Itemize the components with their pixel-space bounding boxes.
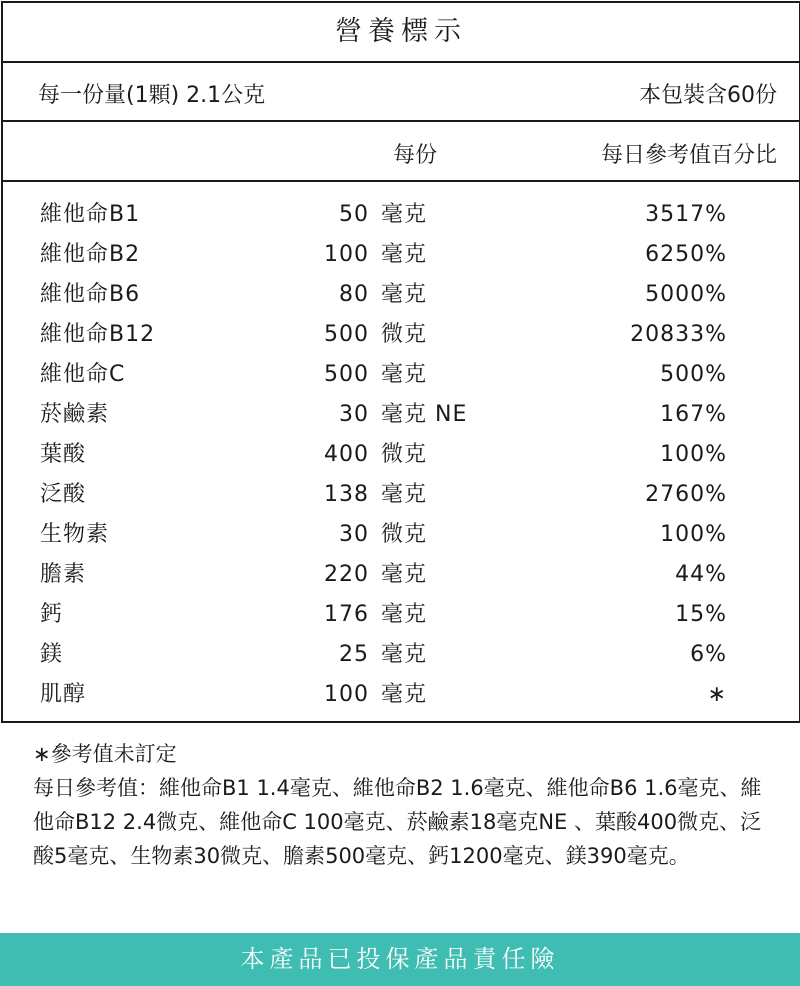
- table-row: [3, 675, 799, 715]
- nutrient-name: 生物素: [40, 522, 110, 547]
- nutrient-percent: 15%: [675, 602, 727, 627]
- nutrient-unit: 毫克: [381, 242, 428, 267]
- nutrient-unit: 毫克: [381, 602, 428, 627]
- nutrient-amount: 400: [324, 442, 369, 467]
- nutrient-name: 維他命B6: [40, 282, 141, 307]
- nutrient-name: 膽素: [40, 562, 87, 587]
- nutrient-percent: 3517%: [645, 202, 727, 227]
- nutrient-amount: 500: [324, 322, 369, 347]
- nutrient-percent: ∗: [707, 682, 727, 707]
- table-row: [3, 555, 799, 595]
- nutrient-percent: 100%: [660, 522, 727, 547]
- table-row: [3, 195, 799, 235]
- nutrient-name: 維他命C: [40, 362, 126, 387]
- nutrient-name: 維他命B2: [40, 242, 141, 267]
- nutrient-name: 鈣: [40, 602, 64, 627]
- nutrient-amount: 30: [339, 522, 369, 547]
- nutrient-percent: 100%: [660, 442, 727, 467]
- nutrient-percent: 44%: [675, 562, 727, 587]
- asterisk-note: ∗參考值未訂定: [33, 742, 177, 766]
- nutrient-amount: 176: [324, 602, 369, 627]
- table-row: [3, 355, 799, 395]
- nutrient-name: 菸鹼素: [40, 402, 110, 427]
- table-row: [3, 475, 799, 515]
- nutrient-table: [3, 195, 799, 715]
- nutrient-unit: 微克: [381, 322, 428, 347]
- nutrient-percent: 2760%: [645, 482, 727, 507]
- nutrient-name: 維他命B12: [40, 322, 156, 347]
- table-row: [3, 435, 799, 475]
- table-row: [3, 395, 799, 435]
- footnotes: [33, 737, 773, 873]
- nutrient-amount: 30: [339, 402, 369, 427]
- column-header-row: [3, 122, 799, 182]
- nutrient-unit: 微克: [381, 522, 428, 547]
- table-row: [3, 635, 799, 675]
- daily-value-header: 每日參考值百分比: [600, 143, 777, 168]
- nutrient-unit: 毫克: [381, 482, 428, 507]
- nutrient-unit: 毫克: [381, 642, 428, 667]
- nutrient-percent: 500%: [660, 362, 727, 387]
- table-row: [3, 315, 799, 355]
- serving-size: 每一份量(1顆) 2.1公克: [38, 83, 266, 108]
- servings-per-package: 本包裝含60份: [639, 83, 777, 108]
- nutrient-amount: 138: [324, 482, 369, 507]
- table-row: [3, 515, 799, 555]
- nutrient-name: 葉酸: [40, 442, 87, 467]
- nutrient-amount: 50: [339, 202, 369, 227]
- table-row: [3, 235, 799, 275]
- nutrient-percent: 20833%: [630, 322, 727, 347]
- nutrient-unit: 毫克: [381, 562, 428, 587]
- per-serving-header: 每份: [392, 143, 437, 168]
- nutrient-unit: 毫克: [381, 682, 428, 707]
- nutrient-amount: 25: [339, 642, 369, 667]
- nutrient-unit: 毫克 NE: [381, 402, 468, 427]
- nutrient-unit: 毫克: [381, 282, 428, 307]
- nutrient-amount: 220: [324, 562, 369, 587]
- nutrient-amount: 80: [339, 282, 369, 307]
- table-row: [3, 595, 799, 635]
- nutrition-facts-panel: [1, 1, 800, 723]
- nutrient-unit: 毫克: [381, 362, 428, 387]
- nutrient-percent: 6250%: [645, 242, 727, 267]
- nutrient-name: 鎂: [40, 642, 64, 667]
- table-row: [3, 275, 799, 315]
- daily-reference-note: 每日參考值：維他命B1 1.4毫克、維他命B2 1.6毫克、維他命B6 1.6毫克、維他命B12 2.4微克、維他命C 100毫克、菸鹼素18毫克NE 、葉酸400微克、泛酸5毫克、生物素30微克、膽素500毫克、鈣1200毫克、鎂390毫克。: [33, 776, 762, 868]
- nutrient-percent: 5000%: [645, 282, 727, 307]
- nutrient-name: 維他命B1: [40, 202, 141, 227]
- insurance-banner: 本產品已投保產品責任險: [0, 933, 800, 986]
- nutrient-unit: 微克: [381, 442, 428, 467]
- serving-row: [3, 63, 799, 122]
- nutrient-amount: 500: [324, 362, 369, 387]
- nutrient-unit: 毫克: [381, 202, 428, 227]
- nutrient-percent: 6%: [690, 642, 727, 667]
- nutrient-name: 泛酸: [40, 482, 87, 507]
- nutrient-amount: 100: [324, 682, 369, 707]
- nutrient-percent: 167%: [660, 402, 727, 427]
- nutrient-amount: 100: [324, 242, 369, 267]
- nutrient-name: 肌醇: [40, 682, 87, 707]
- nutrition-title: 營養標示: [3, 3, 799, 63]
